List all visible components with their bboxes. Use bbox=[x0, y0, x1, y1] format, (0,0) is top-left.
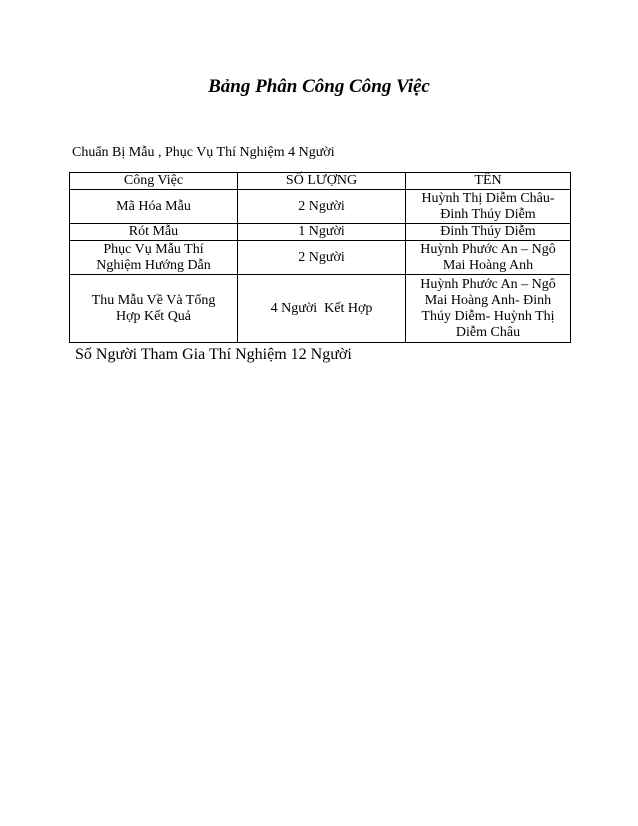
header-names: TÊN bbox=[406, 173, 571, 190]
assignment-table bbox=[69, 172, 571, 343]
count-cell: 2 Người bbox=[238, 190, 406, 224]
task-text: Thu Mẫu Về Và Tổng Hợp Kết Quả bbox=[91, 292, 216, 324]
participant-total: Số Người Tham Gia Thí Nghiệm 12 Người bbox=[75, 346, 352, 363]
table-row bbox=[70, 275, 571, 343]
task-text: Mã Hóa Mẫu bbox=[116, 198, 191, 214]
count-cell: 4 Người Kết Hợp bbox=[238, 275, 406, 343]
header-count: SỐ LƯỢNG bbox=[238, 173, 406, 190]
count-cell: 2 Người bbox=[238, 241, 406, 275]
count-cell: 1 Người bbox=[238, 224, 406, 241]
names-text: Huỳnh Phước An – Ngô Mai Hoàng Anh- Đinh Thúy Diễm- Huỳnh Thị Diễm Châu bbox=[420, 276, 556, 340]
names-cell bbox=[406, 241, 571, 275]
names-cell: Đinh Thúy Diễm bbox=[406, 224, 571, 241]
table-row bbox=[70, 241, 571, 275]
names-cell bbox=[406, 275, 571, 343]
table-header-row bbox=[70, 173, 571, 190]
task-cell: Rót Mẫu bbox=[70, 224, 238, 241]
task-cell bbox=[70, 241, 238, 275]
task-cell bbox=[70, 275, 238, 343]
header-task: Công Việc bbox=[70, 173, 238, 190]
names-cell bbox=[406, 190, 571, 224]
task-text: Phục Vụ Mẫu Thí Nghiệm Hướng Dẫn bbox=[96, 241, 211, 273]
task-cell bbox=[70, 190, 238, 224]
table-row bbox=[70, 224, 571, 241]
table-row bbox=[70, 190, 571, 224]
section-subtitle: Chuẩn Bị Mẫu , Phục Vụ Thí Nghiệm 4 Người bbox=[72, 145, 335, 160]
names-text: Huỳnh Thị Diễm Châu- Đinh Thúy Diễm bbox=[421, 190, 555, 222]
names-text: Huỳnh Phước An – Ngô Mai Hoàng Anh bbox=[420, 241, 556, 273]
page-title: Bảng Phân Công Công Việc bbox=[208, 76, 430, 97]
